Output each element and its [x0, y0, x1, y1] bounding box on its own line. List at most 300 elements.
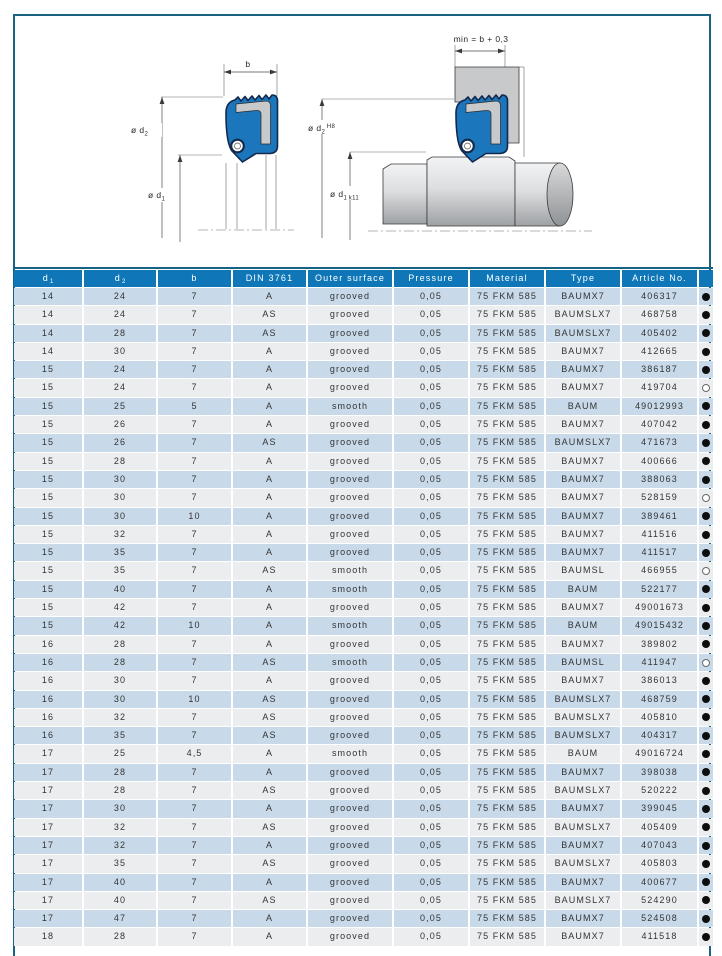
table-cell: smooth: [308, 581, 392, 598]
table-cell: 28: [84, 453, 156, 470]
table-cell: 407043: [622, 837, 697, 854]
table-cell: 524508: [622, 910, 697, 927]
table-cell: A: [233, 398, 306, 415]
table-cell: 7: [158, 325, 231, 342]
table-cell: BAUMX7: [546, 544, 620, 561]
availability-dot-filled: [702, 329, 710, 337]
table-cell: 405803: [622, 855, 697, 872]
availability-cell: [699, 489, 713, 506]
table-cell: grooved: [308, 471, 392, 488]
table-cell: 75 FKM 585: [470, 727, 544, 744]
availability-cell: [699, 691, 713, 708]
table-cell: 7: [158, 288, 231, 305]
availability-cell: [699, 343, 713, 360]
table-cell: 28: [84, 325, 156, 342]
availability-cell: [699, 764, 713, 781]
header-cell-0: $d_1$: [14, 270, 82, 287]
table-cell: 14: [14, 288, 82, 305]
table-row: [14, 892, 713, 909]
header-cell-7: Type: [546, 270, 620, 287]
table-cell: grooved: [308, 526, 392, 543]
availability-dot-filled: [702, 787, 710, 795]
table-cell: 75 FKM 585: [470, 709, 544, 726]
table-cell: BAUMX7: [546, 599, 620, 616]
availability-cell: [699, 508, 713, 525]
table-cell: 0,05: [394, 892, 468, 909]
table-cell: 466955: [622, 562, 697, 579]
availability-dot-filled: [702, 348, 710, 356]
table-cell: 15: [14, 581, 82, 598]
table-cell: BAUMX7: [546, 874, 620, 891]
availability-cell: [699, 892, 713, 909]
availability-dot-filled: [702, 823, 710, 831]
table-cell: 16: [14, 691, 82, 708]
table-cell: A: [233, 599, 306, 616]
table-row: [14, 654, 713, 671]
availability-dot-filled: [702, 402, 710, 410]
table-cell: 17: [14, 910, 82, 927]
table-row: [14, 471, 713, 488]
table-cell: grooved: [308, 727, 392, 744]
table-row: [14, 874, 713, 891]
table-cell: AS: [233, 782, 306, 799]
table-cell: 0,05: [394, 288, 468, 305]
availability-cell: [699, 709, 713, 726]
availability-dot-filled: [702, 860, 710, 868]
table-cell: BAUMX7: [546, 526, 620, 543]
availability-cell: [699, 855, 713, 872]
table-row: [14, 361, 713, 378]
table-cell: 0,05: [394, 727, 468, 744]
table-cell: 75 FKM 585: [470, 508, 544, 525]
table-cell: 0,05: [394, 874, 468, 891]
availability-cell: [699, 745, 713, 762]
table-cell: grooved: [308, 599, 392, 616]
table-cell: A: [233, 361, 306, 378]
table-cell: 0,05: [394, 544, 468, 561]
table-cell: 7: [158, 855, 231, 872]
table-cell: 28: [84, 764, 156, 781]
availability-cell: [699, 672, 713, 689]
table-cell: BAUMX7: [546, 508, 620, 525]
shaft: [368, 157, 592, 231]
table-cell: 75 FKM 585: [470, 782, 544, 799]
table-header-row: [14, 270, 713, 287]
table-cell: 7: [158, 581, 231, 598]
table-cell: grooved: [308, 764, 392, 781]
table-cell: 0,05: [394, 562, 468, 579]
table-cell: 7: [158, 764, 231, 781]
table-cell: 17: [14, 745, 82, 762]
table-row: [14, 691, 713, 708]
table-cell: 7: [158, 892, 231, 909]
availability-dot-filled: [702, 677, 710, 685]
availability-cell: [699, 617, 713, 634]
table-cell: 30: [84, 508, 156, 525]
header-cell-9: [699, 270, 713, 287]
table-cell: smooth: [308, 562, 392, 579]
table-cell: grooved: [308, 672, 392, 689]
table-row: [14, 709, 713, 726]
table-cell: BAUMX7: [546, 379, 620, 396]
table-cell: A: [233, 379, 306, 396]
table-row: [14, 727, 713, 744]
table-cell: 15: [14, 398, 82, 415]
table-cell: 0,05: [394, 782, 468, 799]
product-table: [14, 270, 713, 947]
table-cell: 17: [14, 819, 82, 836]
table-cell: 522177: [622, 581, 697, 598]
availability-cell: [699, 361, 713, 378]
availability-dot-filled: [702, 549, 710, 557]
availability-dot-filled: [702, 640, 710, 648]
table-cell: 16: [14, 654, 82, 671]
table-cell: 15: [14, 434, 82, 451]
table-cell: 4,5: [158, 745, 231, 762]
table-cell: grooved: [308, 910, 392, 927]
table-cell: 30: [84, 800, 156, 817]
table-cell: BAUMX7: [546, 471, 620, 488]
table-cell: 28: [84, 654, 156, 671]
table-cell: 15: [14, 361, 82, 378]
table-cell: 7: [158, 599, 231, 616]
table-cell: grooved: [308, 508, 392, 525]
table-cell: A: [233, 910, 306, 927]
table-cell: smooth: [308, 745, 392, 762]
table-cell: 24: [84, 379, 156, 396]
table-row: [14, 489, 713, 506]
table-cell: AS: [233, 709, 306, 726]
table-cell: grooved: [308, 489, 392, 506]
table-cell: 16: [14, 727, 82, 744]
table-cell: A: [233, 800, 306, 817]
table-cell: BAUMSLX7: [546, 306, 620, 323]
table-row: [14, 672, 713, 689]
left-view: [129, 59, 294, 242]
table-cell: grooved: [308, 855, 392, 872]
table-cell: A: [233, 416, 306, 433]
table-cell: A: [233, 544, 306, 561]
table-cell: BAUMX7: [546, 489, 620, 506]
table-row: [14, 325, 713, 342]
table-cell: 15: [14, 453, 82, 470]
table-cell: 32: [84, 819, 156, 836]
table-cell: 7: [158, 306, 231, 323]
table-cell: 7: [158, 654, 231, 671]
table-cell: 15: [14, 508, 82, 525]
table-cell: 7: [158, 361, 231, 378]
table-cell: grooved: [308, 288, 392, 305]
availability-dot-filled: [702, 896, 710, 904]
table-cell: 405409: [622, 819, 697, 836]
availability-cell: [699, 874, 713, 891]
table-cell: 404317: [622, 727, 697, 744]
table-cell: 15: [14, 526, 82, 543]
table-cell: BAUMSLX7: [546, 892, 620, 909]
table-cell: BAUMX7: [546, 361, 620, 378]
table-cell: 0,05: [394, 910, 468, 927]
table-cell: BAUMSL: [546, 654, 620, 671]
table-cell: grooved: [308, 928, 392, 945]
table-cell: 10: [158, 617, 231, 634]
table-cell: 7: [158, 874, 231, 891]
table-cell: 7: [158, 489, 231, 506]
availability-dot-filled: [702, 713, 710, 721]
table-cell: 75 FKM 585: [470, 672, 544, 689]
table-cell: BAUM: [546, 581, 620, 598]
table-cell: 32: [84, 526, 156, 543]
table-cell: AS: [233, 654, 306, 671]
table-cell: 10: [158, 508, 231, 525]
table-cell: 386187: [622, 361, 697, 378]
table-cell: grooved: [308, 691, 392, 708]
availability-cell: [699, 782, 713, 799]
table-cell: 400677: [622, 874, 697, 891]
table-cell: 7: [158, 782, 231, 799]
table-cell: 0,05: [394, 654, 468, 671]
table-cell: grooved: [308, 434, 392, 451]
table-cell: A: [233, 672, 306, 689]
table-cell: 14: [14, 343, 82, 360]
table-row: [14, 379, 713, 396]
table-cell: BAUMX7: [546, 764, 620, 781]
availability-dot-filled: [702, 915, 710, 923]
availability-dot-filled: [702, 732, 710, 740]
availability-cell: [699, 416, 713, 433]
table-cell: A: [233, 453, 306, 470]
dim-label-d1-right: ø $d_1$ k11: [330, 189, 360, 202]
table-cell: 75 FKM 585: [470, 325, 544, 342]
table-cell: 15: [14, 416, 82, 433]
table-cell: BAUMX7: [546, 910, 620, 927]
table-row: [14, 636, 713, 653]
table-cell: 7: [158, 453, 231, 470]
table-cell: 16: [14, 709, 82, 726]
table-cell: 0,05: [394, 325, 468, 342]
table-cell: grooved: [308, 782, 392, 799]
table-row: [14, 910, 713, 927]
table-cell: 400666: [622, 453, 697, 470]
table-cell: 75 FKM 585: [470, 874, 544, 891]
table-cell: 47: [84, 910, 156, 927]
availability-dot-filled: [702, 805, 710, 813]
table-cell: 405402: [622, 325, 697, 342]
table-cell: 75 FKM 585: [470, 581, 544, 598]
table-cell: 15: [14, 544, 82, 561]
table-cell: AS: [233, 727, 306, 744]
table-cell: 35: [84, 544, 156, 561]
table-cell: BAUM: [546, 398, 620, 415]
table-row: [14, 526, 713, 543]
table-cell: 0,05: [394, 361, 468, 378]
table-row: [14, 398, 713, 415]
table-cell: 7: [158, 837, 231, 854]
table-body: [14, 288, 713, 946]
table-cell: 75 FKM 585: [470, 617, 544, 634]
table-cell: grooved: [308, 709, 392, 726]
availability-dot-open: [702, 494, 710, 502]
table-cell: 411517: [622, 544, 697, 561]
availability-dot-filled: [702, 439, 710, 447]
table-cell: 17: [14, 764, 82, 781]
availability-dot-filled: [702, 585, 710, 593]
availability-cell: [699, 288, 713, 305]
table-cell: 75 FKM 585: [470, 489, 544, 506]
table-cell: 75 FKM 585: [470, 379, 544, 396]
table-cell: grooved: [308, 636, 392, 653]
table-cell: 0,05: [394, 453, 468, 470]
table-cell: 7: [158, 526, 231, 543]
table-cell: 17: [14, 782, 82, 799]
table-cell: 49001673: [622, 599, 697, 616]
availability-dot-filled: [702, 457, 710, 465]
availability-dot-filled: [702, 604, 710, 612]
table-cell: 0,05: [394, 306, 468, 323]
table-cell: 0,05: [394, 508, 468, 525]
table-cell: 75 FKM 585: [470, 837, 544, 854]
availability-dot-filled: [702, 293, 710, 301]
table-cell: 7: [158, 471, 231, 488]
table-cell: 40: [84, 581, 156, 598]
table-cell: smooth: [308, 398, 392, 415]
table-cell: BAUMX7: [546, 416, 620, 433]
table-cell: 75 FKM 585: [470, 398, 544, 415]
table-cell: 75 FKM 585: [470, 471, 544, 488]
availability-cell: [699, 910, 713, 927]
availability-cell: [699, 837, 713, 854]
table-cell: 75 FKM 585: [470, 343, 544, 360]
table-cell: grooved: [308, 874, 392, 891]
table-cell: 0,05: [394, 416, 468, 433]
table-cell: 407042: [622, 416, 697, 433]
table-cell: BAUMSLX7: [546, 709, 620, 726]
table-row: [14, 581, 713, 598]
dim-label-min: min = b + 0,3: [453, 34, 509, 44]
table-cell: 7: [158, 910, 231, 927]
availability-dot-filled: [702, 512, 710, 520]
table-cell: 75 FKM 585: [470, 453, 544, 470]
table-cell: 75 FKM 585: [470, 654, 544, 671]
table-cell: 0,05: [394, 745, 468, 762]
availability-dot-filled: [702, 421, 710, 429]
availability-cell: [699, 727, 713, 744]
header-cell-5: Pressure: [394, 270, 468, 287]
table-row: [14, 800, 713, 817]
table-cell: A: [233, 508, 306, 525]
availability-dot-filled: [702, 933, 710, 941]
table-cell: 75 FKM 585: [470, 745, 544, 762]
table-cell: 28: [84, 928, 156, 945]
table-cell: 15: [14, 489, 82, 506]
table-cell: BAUMX7: [546, 672, 620, 689]
table-cell: 25: [84, 745, 156, 762]
table-row: [14, 288, 713, 305]
table-cell: 14: [14, 306, 82, 323]
table-cell: grooved: [308, 416, 392, 433]
availability-dot-filled: [702, 878, 710, 886]
availability-cell: [699, 306, 713, 323]
table-cell: 7: [158, 819, 231, 836]
table-cell: A: [233, 617, 306, 634]
table-cell: grooved: [308, 453, 392, 470]
table-cell: 411947: [622, 654, 697, 671]
table-row: [14, 306, 713, 323]
table-cell: AS: [233, 819, 306, 836]
table-cell: 16: [14, 636, 82, 653]
table-cell: 0,05: [394, 819, 468, 836]
table-cell: 75 FKM 585: [470, 562, 544, 579]
table-cell: BAUMSLX7: [546, 727, 620, 744]
table-cell: 17: [14, 855, 82, 872]
table-cell: 0,05: [394, 526, 468, 543]
seal-cross-section-right: [456, 95, 508, 162]
table-cell: 520222: [622, 782, 697, 799]
table-cell: 75 FKM 585: [470, 892, 544, 909]
table-cell: 0,05: [394, 489, 468, 506]
header-cell-2: b: [158, 270, 231, 287]
availability-cell: [699, 654, 713, 671]
availability-dot-filled: [702, 311, 710, 319]
table-cell: 528159: [622, 489, 697, 506]
table-cell: 5: [158, 398, 231, 415]
availability-dot-filled: [702, 476, 710, 484]
table-cell: BAUMSLX7: [546, 434, 620, 451]
table-cell: 471673: [622, 434, 697, 451]
table-cell: 0,05: [394, 599, 468, 616]
table-cell: A: [233, 526, 306, 543]
table-row: [14, 819, 713, 836]
table-cell: grooved: [308, 361, 392, 378]
table-cell: BAUMSLX7: [546, 325, 620, 342]
table-cell: 16: [14, 672, 82, 689]
table-cell: BAUMX7: [546, 343, 620, 360]
table-cell: 7: [158, 562, 231, 579]
table-cell: A: [233, 343, 306, 360]
table-cell: 0,05: [394, 672, 468, 689]
table-cell: grooved: [308, 325, 392, 342]
header-cell-4: Outer surface: [308, 270, 392, 287]
table-cell: 35: [84, 855, 156, 872]
table-cell: smooth: [308, 617, 392, 634]
table-cell: 49016724: [622, 745, 697, 762]
table-cell: 26: [84, 434, 156, 451]
table-cell: 75 FKM 585: [470, 361, 544, 378]
table-cell: AS: [233, 855, 306, 872]
header-cell-1: $d_2$: [84, 270, 156, 287]
availability-dot-open: [702, 567, 710, 575]
table-cell: 7: [158, 800, 231, 817]
table-cell: 0,05: [394, 837, 468, 854]
table-cell: 30: [84, 691, 156, 708]
table-header: [14, 270, 713, 287]
table-cell: 15: [14, 617, 82, 634]
table-cell: 468759: [622, 691, 697, 708]
table-cell: 7: [158, 544, 231, 561]
table-cell: 75 FKM 585: [470, 599, 544, 616]
availability-cell: [699, 453, 713, 470]
table-cell: 75 FKM 585: [470, 288, 544, 305]
table-cell: 75 FKM 585: [470, 819, 544, 836]
table-cell: 75 FKM 585: [470, 416, 544, 433]
table-cell: A: [233, 928, 306, 945]
table-row: [14, 782, 713, 799]
table-cell: BAUMSLX7: [546, 855, 620, 872]
availability-dot-filled: [702, 695, 710, 703]
availability-cell: [699, 379, 713, 396]
availability-cell: [699, 562, 713, 579]
table-cell: 75 FKM 585: [470, 306, 544, 323]
table-cell: 411516: [622, 526, 697, 543]
